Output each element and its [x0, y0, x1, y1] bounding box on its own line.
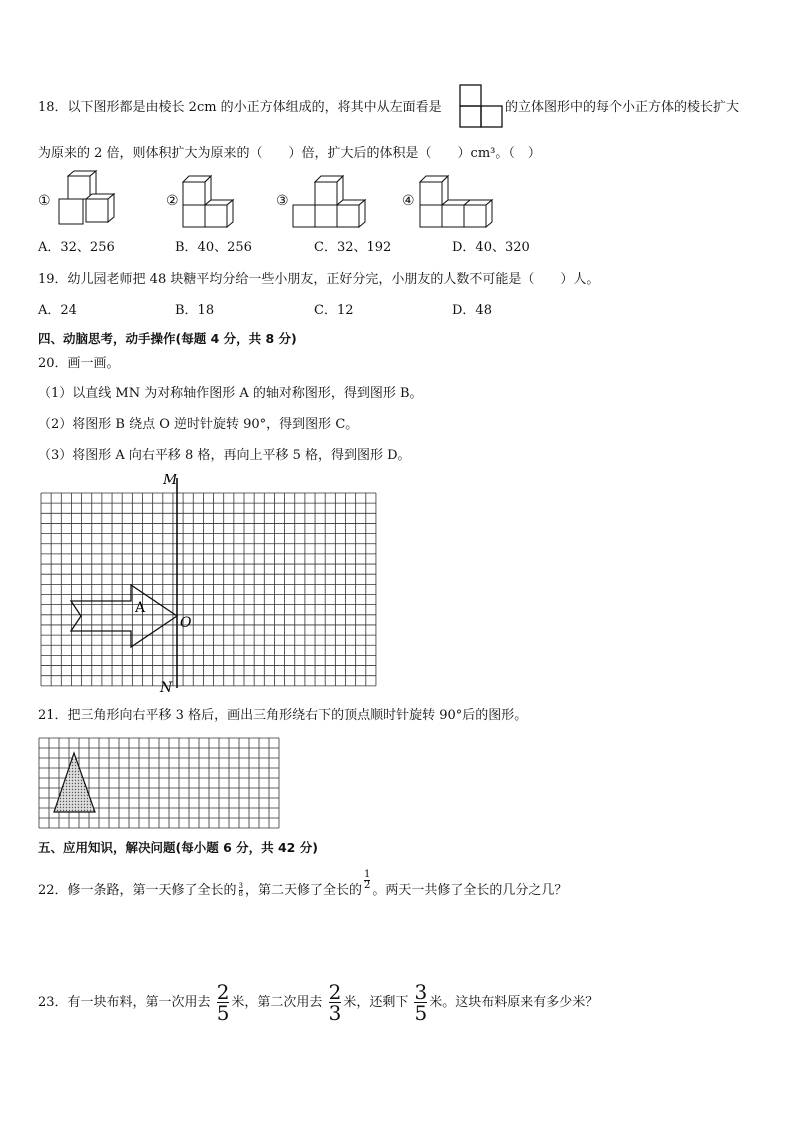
q23-part3: 米，还剩下: [343, 995, 409, 1010]
q19-text: 19．幼儿园老师把 48 块糖平均分给一些小朋友，正好分完，小朋友的人数不可能是（ ）人。: [38, 272, 600, 287]
section-4-title: 四、动脑思考，动手操作(每题 4 分，共 8 分): [38, 331, 297, 346]
q19-option-d[interactable]: D．48: [452, 303, 492, 318]
label-n: N: [160, 680, 173, 696]
q23-part2: 米，第二次用去: [231, 995, 323, 1010]
q22-line: [38, 869, 568, 901]
figure-label-3: ③: [276, 193, 289, 209]
q23-fraction-1: $\frac{2}{5}$: [216, 980, 230, 1025]
q21-grid[interactable]: [38, 737, 282, 829]
figure-label-4: ④: [402, 193, 415, 209]
label-a: A: [135, 600, 146, 616]
label-o: O: [180, 615, 192, 631]
q18-option-a[interactable]: A．32、256: [38, 240, 115, 255]
q23-fraction-3: $\frac{3}{5}$: [414, 980, 428, 1025]
left-view-figure: [459, 84, 503, 128]
q22-part3: 。两天一共修了全长的几分之几？: [372, 883, 568, 898]
label-m: M: [163, 474, 178, 488]
q19-option-b[interactable]: B．18: [175, 303, 215, 318]
q20-title: 20．画一画。: [38, 356, 120, 371]
figure-label-2: ②: [166, 193, 179, 209]
q23-part4: 米。这块布料原来有多少米？: [429, 995, 599, 1010]
q18-line2: 为原来的 2 倍，则体积扩大为原来的（ ）倍，扩大后的体积是（ ）cm³。（ ）: [38, 146, 541, 161]
q18-option-b[interactable]: B．40、256: [175, 240, 252, 255]
q22-fraction-1: $\frac{3}{8}$: [238, 882, 244, 898]
q23-line: [38, 982, 598, 1023]
q18-line1-end: 的立体图形中的每个小正方体的棱长扩大: [505, 100, 740, 115]
cube-figure-4: [418, 172, 498, 228]
q23-fraction-2: $\frac{2}{3}$: [328, 980, 342, 1025]
q18-line1-start: 18．以下图形都是由棱长 2cm 的小正方体组成的，将其中从左面看是: [38, 100, 442, 115]
cube-figure-1: [56, 170, 116, 228]
section-5-title: 五、应用知识，解决问题(每小题 6 分，共 42 分): [38, 840, 318, 855]
q22-part1: 22．修一条路，第一天修了全长的: [38, 883, 237, 898]
q23-part1: 23．有一块布料，第一次用去: [38, 995, 211, 1010]
q19-option-a[interactable]: A．24: [38, 303, 77, 318]
q22-part2: ，第二天修了全长的: [245, 883, 363, 898]
q21-text: 21．把三角形向右平移 3 格后，画出三角形绕右下的顶点顺时针旋转 90°后的图形。: [38, 708, 528, 723]
q19-option-c[interactable]: C．12: [314, 303, 354, 318]
q20-item-3: （3）将图形 A 向右平移 8 格，再向上平移 5 格，得到图形 D。: [38, 448, 411, 463]
cube-figure-2: [180, 172, 236, 228]
q20-grid[interactable]: [30, 474, 390, 696]
q20-item-1: （1）以直线 MN 为对称轴作图形 A 的轴对称图形，得到图形 B。: [38, 386, 423, 401]
cube-figure-3: [291, 172, 367, 228]
q22-fraction-2: $\frac{1}{2}$: [364, 869, 371, 891]
figure-label-1: ①: [38, 193, 51, 209]
q18-option-d[interactable]: D．40、320: [452, 240, 530, 255]
q18-option-c[interactable]: C．32、192: [314, 240, 392, 255]
q20-item-2: （2）将图形 B 绕点 O 逆时针旋转 90°，得到图形 C。: [38, 417, 359, 432]
